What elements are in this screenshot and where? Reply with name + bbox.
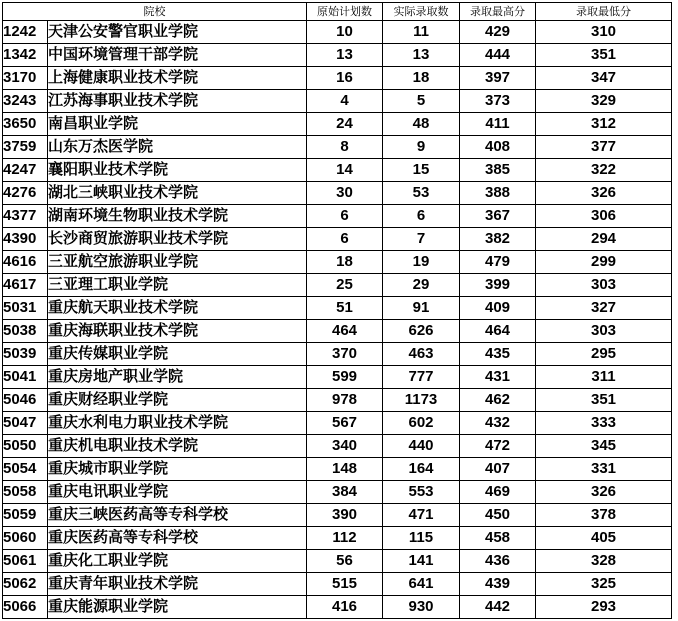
admitted-count-cell: 626 <box>383 320 460 343</box>
school-code-cell: 5061 <box>3 550 48 573</box>
admitted-count-cell: 5 <box>383 90 460 113</box>
table-row <box>3 274 672 297</box>
planned-count-cell: 10 <box>307 21 383 44</box>
school-code-cell: 5059 <box>3 504 48 527</box>
school-name-cell: 三亚航空旅游职业学院 <box>48 251 307 274</box>
planned-count-cell: 148 <box>307 458 383 481</box>
max-score-cell: 450 <box>460 504 536 527</box>
planned-count-cell: 340 <box>307 435 383 458</box>
school-name-cell: 天津公安警官职业学院 <box>48 21 307 44</box>
table-row <box>3 44 672 67</box>
table-row <box>3 435 672 458</box>
school-code-cell: 5046 <box>3 389 48 412</box>
header-school: 院校 <box>3 3 307 21</box>
min-score-cell: 325 <box>536 573 672 596</box>
max-score-cell: 382 <box>460 228 536 251</box>
planned-count-cell: 13 <box>307 44 383 67</box>
min-score-cell: 311 <box>536 366 672 389</box>
max-score-cell: 464 <box>460 320 536 343</box>
min-score-cell: 351 <box>536 389 672 412</box>
max-score-cell: 407 <box>460 458 536 481</box>
table-row <box>3 343 672 366</box>
table-row <box>3 504 672 527</box>
school-name-cell: 三亚理工职业学院 <box>48 274 307 297</box>
school-code-cell: 5066 <box>3 596 48 619</box>
min-score-cell: 326 <box>536 481 672 504</box>
min-score-cell: 295 <box>536 343 672 366</box>
school-code-cell: 4247 <box>3 159 48 182</box>
school-name-cell: 重庆电讯职业学院 <box>48 481 307 504</box>
planned-count-cell: 4 <box>307 90 383 113</box>
admitted-count-cell: 11 <box>383 21 460 44</box>
table-row <box>3 228 672 251</box>
school-code-cell: 3170 <box>3 67 48 90</box>
admitted-count-cell: 19 <box>383 251 460 274</box>
planned-count-cell: 370 <box>307 343 383 366</box>
table-row <box>3 412 672 435</box>
max-score-cell: 479 <box>460 251 536 274</box>
school-code-cell: 1342 <box>3 44 48 67</box>
table-row <box>3 458 672 481</box>
planned-count-cell: 16 <box>307 67 383 90</box>
school-code-cell: 5041 <box>3 366 48 389</box>
min-score-cell: 294 <box>536 228 672 251</box>
table-row <box>3 550 672 573</box>
max-score-cell: 373 <box>460 90 536 113</box>
school-code-cell: 4390 <box>3 228 48 251</box>
school-code-cell: 5050 <box>3 435 48 458</box>
planned-count-cell: 567 <box>307 412 383 435</box>
max-score-cell: 409 <box>460 297 536 320</box>
planned-count-cell: 24 <box>307 113 383 136</box>
school-name-cell: 重庆财经职业学院 <box>48 389 307 412</box>
header-admitted: 实际录取数 <box>383 3 460 21</box>
school-code-cell: 5058 <box>3 481 48 504</box>
planned-count-cell: 30 <box>307 182 383 205</box>
school-code-cell: 5039 <box>3 343 48 366</box>
school-code-cell: 1242 <box>3 21 48 44</box>
admitted-count-cell: 13 <box>383 44 460 67</box>
school-name-cell: 重庆城市职业学院 <box>48 458 307 481</box>
table-header-row <box>3 3 672 21</box>
admitted-count-cell: 641 <box>383 573 460 596</box>
min-score-cell: 310 <box>536 21 672 44</box>
table-row <box>3 389 672 412</box>
school-code-cell: 4616 <box>3 251 48 274</box>
school-name-cell: 重庆水利电力职业技术学院 <box>48 412 307 435</box>
planned-count-cell: 112 <box>307 527 383 550</box>
min-score-cell: 303 <box>536 320 672 343</box>
max-score-cell: 436 <box>460 550 536 573</box>
min-score-cell: 293 <box>536 596 672 619</box>
planned-count-cell: 56 <box>307 550 383 573</box>
min-score-cell: 322 <box>536 159 672 182</box>
max-score-cell: 439 <box>460 573 536 596</box>
school-code-cell: 5031 <box>3 297 48 320</box>
table-row <box>3 113 672 136</box>
school-code-cell: 5038 <box>3 320 48 343</box>
max-score-cell: 388 <box>460 182 536 205</box>
planned-count-cell: 14 <box>307 159 383 182</box>
planned-count-cell: 8 <box>307 136 383 159</box>
school-name-cell: 南昌职业学院 <box>48 113 307 136</box>
school-code-cell: 5054 <box>3 458 48 481</box>
planned-count-cell: 416 <box>307 596 383 619</box>
min-score-cell: 299 <box>536 251 672 274</box>
table-row <box>3 159 672 182</box>
planned-count-cell: 464 <box>307 320 383 343</box>
table-row <box>3 182 672 205</box>
school-code-cell: 4617 <box>3 274 48 297</box>
school-name-cell: 重庆传媒职业学院 <box>48 343 307 366</box>
min-score-cell: 326 <box>536 182 672 205</box>
planned-count-cell: 384 <box>307 481 383 504</box>
admitted-count-cell: 777 <box>383 366 460 389</box>
admitted-count-cell: 471 <box>383 504 460 527</box>
min-score-cell: 377 <box>536 136 672 159</box>
max-score-cell: 444 <box>460 44 536 67</box>
table-row <box>3 21 672 44</box>
min-score-cell: 328 <box>536 550 672 573</box>
school-name-cell: 重庆海联职业技术学院 <box>48 320 307 343</box>
table-row <box>3 366 672 389</box>
admitted-count-cell: 930 <box>383 596 460 619</box>
table-row <box>3 90 672 113</box>
admitted-count-cell: 115 <box>383 527 460 550</box>
min-score-cell: 312 <box>536 113 672 136</box>
min-score-cell: 405 <box>536 527 672 550</box>
max-score-cell: 397 <box>460 67 536 90</box>
school-name-cell: 重庆航天职业技术学院 <box>48 297 307 320</box>
school-name-cell: 襄阳职业技术学院 <box>48 159 307 182</box>
planned-count-cell: 599 <box>307 366 383 389</box>
min-score-cell: 331 <box>536 458 672 481</box>
max-score-cell: 429 <box>460 21 536 44</box>
school-name-cell: 山东万杰医学院 <box>48 136 307 159</box>
min-score-cell: 329 <box>536 90 672 113</box>
admitted-count-cell: 164 <box>383 458 460 481</box>
admitted-count-cell: 53 <box>383 182 460 205</box>
school-name-cell: 重庆房地产职业学院 <box>48 366 307 389</box>
table-row <box>3 573 672 596</box>
admitted-count-cell: 91 <box>383 297 460 320</box>
min-score-cell: 327 <box>536 297 672 320</box>
admitted-count-cell: 9 <box>383 136 460 159</box>
max-score-cell: 432 <box>460 412 536 435</box>
school-name-cell: 上海健康职业技术学院 <box>48 67 307 90</box>
school-code-cell: 5062 <box>3 573 48 596</box>
table-row <box>3 481 672 504</box>
admitted-count-cell: 7 <box>383 228 460 251</box>
planned-count-cell: 515 <box>307 573 383 596</box>
table-row <box>3 205 672 228</box>
planned-count-cell: 978 <box>307 389 383 412</box>
planned-count-cell: 25 <box>307 274 383 297</box>
max-score-cell: 399 <box>460 274 536 297</box>
max-score-cell: 431 <box>460 366 536 389</box>
table-row <box>3 596 672 619</box>
admitted-count-cell: 48 <box>383 113 460 136</box>
school-name-cell: 湖南环境生物职业技术学院 <box>48 205 307 228</box>
school-name-cell: 重庆青年职业技术学院 <box>48 573 307 596</box>
school-code-cell: 3650 <box>3 113 48 136</box>
school-code-cell: 3759 <box>3 136 48 159</box>
min-score-cell: 351 <box>536 44 672 67</box>
table-body <box>3 21 672 619</box>
max-score-cell: 469 <box>460 481 536 504</box>
max-score-cell: 458 <box>460 527 536 550</box>
school-name-cell: 重庆能源职业学院 <box>48 596 307 619</box>
school-name-cell: 江苏海事职业技术学院 <box>48 90 307 113</box>
table-row <box>3 320 672 343</box>
admitted-count-cell: 15 <box>383 159 460 182</box>
school-name-cell: 长沙商贸旅游职业技术学院 <box>48 228 307 251</box>
table-row <box>3 297 672 320</box>
min-score-cell: 306 <box>536 205 672 228</box>
admitted-count-cell: 29 <box>383 274 460 297</box>
min-score-cell: 347 <box>536 67 672 90</box>
admission-scores-table <box>2 2 672 619</box>
planned-count-cell: 51 <box>307 297 383 320</box>
admitted-count-cell: 1173 <box>383 389 460 412</box>
school-name-cell: 湖北三峡职业技术学院 <box>48 182 307 205</box>
max-score-cell: 472 <box>460 435 536 458</box>
table-row <box>3 67 672 90</box>
planned-count-cell: 18 <box>307 251 383 274</box>
admitted-count-cell: 141 <box>383 550 460 573</box>
school-name-cell: 重庆机电职业技术学院 <box>48 435 307 458</box>
max-score-cell: 442 <box>460 596 536 619</box>
school-code-cell: 5060 <box>3 527 48 550</box>
table-row <box>3 136 672 159</box>
school-code-cell: 5047 <box>3 412 48 435</box>
planned-count-cell: 6 <box>307 205 383 228</box>
table-row <box>3 527 672 550</box>
header-max-score: 录取最高分 <box>460 3 536 21</box>
min-score-cell: 303 <box>536 274 672 297</box>
max-score-cell: 462 <box>460 389 536 412</box>
max-score-cell: 435 <box>460 343 536 366</box>
min-score-cell: 378 <box>536 504 672 527</box>
admitted-count-cell: 602 <box>383 412 460 435</box>
admitted-count-cell: 463 <box>383 343 460 366</box>
admitted-count-cell: 18 <box>383 67 460 90</box>
school-name-cell: 重庆化工职业学院 <box>48 550 307 573</box>
school-name-cell: 重庆医药高等专科学校 <box>48 527 307 550</box>
max-score-cell: 367 <box>460 205 536 228</box>
max-score-cell: 385 <box>460 159 536 182</box>
admitted-count-cell: 440 <box>383 435 460 458</box>
header-min-score: 录取最低分 <box>536 3 672 21</box>
school-code-cell: 4276 <box>3 182 48 205</box>
planned-count-cell: 6 <box>307 228 383 251</box>
min-score-cell: 333 <box>536 412 672 435</box>
planned-count-cell: 390 <box>307 504 383 527</box>
table-row <box>3 251 672 274</box>
admitted-count-cell: 6 <box>383 205 460 228</box>
school-code-cell: 3243 <box>3 90 48 113</box>
school-code-cell: 4377 <box>3 205 48 228</box>
header-planned: 原始计划数 <box>307 3 383 21</box>
min-score-cell: 345 <box>536 435 672 458</box>
max-score-cell: 411 <box>460 113 536 136</box>
max-score-cell: 408 <box>460 136 536 159</box>
school-name-cell: 中国环境管理干部学院 <box>48 44 307 67</box>
admitted-count-cell: 553 <box>383 481 460 504</box>
school-name-cell: 重庆三峡医药高等专科学校 <box>48 504 307 527</box>
